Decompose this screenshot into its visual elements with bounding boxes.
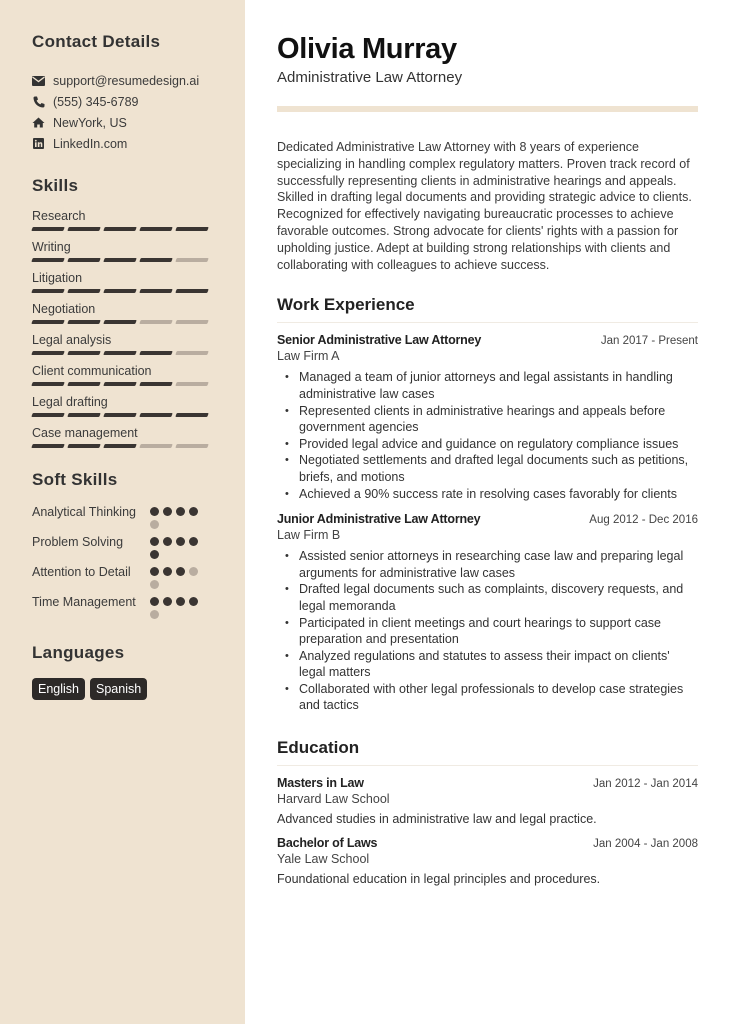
rating-dot: [150, 610, 159, 619]
contact-email-text: support@resumedesign.ai: [53, 73, 200, 88]
skill-item: [32, 394, 245, 417]
job-entry: [277, 512, 698, 714]
skill-segment: [31, 258, 64, 262]
contact-phone-text: (555) 345-6789: [53, 94, 139, 109]
job-title: Junior Administrative Law Attorney: [277, 512, 481, 527]
skill-segment: [103, 289, 136, 293]
rating-dot: [150, 537, 159, 546]
education-description: Advanced studies in administrative law and legal practice.: [277, 812, 597, 827]
skill-segment: [67, 289, 100, 293]
skill-item: [32, 270, 245, 293]
job-bullet: • Participated in client meetings and court hearings to support case preparation and presentation: [299, 615, 698, 648]
skill-segment: [139, 382, 172, 386]
rating-dot: [176, 537, 185, 546]
education-date: Jan 2004 - Jan 2008: [593, 838, 698, 851]
skill-segment: [31, 382, 64, 386]
skill-item: [32, 239, 245, 262]
skill-segment: [103, 227, 136, 231]
soft-skill-item: [32, 594, 245, 619]
skill-segment: [175, 258, 208, 262]
skill-segment: [103, 258, 136, 262]
skill-label: Writing: [32, 240, 71, 254]
sidebar: [0, 0, 245, 1024]
job-bullet: • Represented clients in administrative hearings and appeals before government agencies: [299, 403, 698, 436]
rating-dot: [189, 567, 198, 576]
school: Yale Law School: [277, 852, 370, 867]
job-bullet: • Analyzed regulations and statutes to assess their impact on clients' legal matters: [299, 648, 698, 681]
rating-dot: [189, 507, 198, 516]
skill-segment: [139, 444, 172, 448]
skill-label: Negotiation: [32, 302, 96, 316]
skill-segment: [175, 382, 208, 386]
skill-segment: [67, 444, 100, 448]
contact-location-text: NewYork, US: [53, 115, 127, 130]
job-header: [277, 333, 698, 347]
job-bullet: • Assisted senior attorneys in researching case law and preparing legal arguments for administrative law cases: [299, 548, 698, 581]
rating-dot: [150, 567, 159, 576]
skill-segment: [31, 289, 64, 293]
skill-level-bar: [32, 382, 245, 386]
rating-dot: [150, 520, 159, 529]
skill-label: Legal analysis: [32, 333, 112, 347]
skill-segment: [175, 413, 208, 417]
contact-linkedin[interactable]: [32, 133, 245, 154]
contact-list: [32, 70, 245, 154]
job-bullet: • Drafted legal documents such as complaints, discovery requests, and legal memoranda: [299, 581, 698, 614]
education-entry: [277, 776, 698, 826]
candidate-title: Administrative Law Attorney: [277, 69, 463, 86]
contact-phone[interactable]: [32, 91, 245, 112]
skill-segment: [103, 382, 136, 386]
work-heading: Work Experience: [277, 295, 698, 323]
education-header: [277, 836, 698, 850]
rating-dot: [163, 537, 172, 546]
skill-level-bar: [32, 444, 245, 448]
rating-dot: [189, 537, 198, 546]
skill-segment: [31, 227, 64, 231]
skill-segment: [103, 351, 136, 355]
degree: Bachelor of Laws: [277, 836, 378, 851]
skill-level-bar: [32, 320, 245, 324]
skill-segment: [175, 320, 208, 324]
education-entry: [277, 836, 698, 886]
skill-level-bar: [32, 258, 245, 262]
rating-dot: [176, 597, 185, 606]
skill-segment: [31, 413, 64, 417]
skill-label: Litigation: [32, 271, 83, 285]
job-bullet: • Negotiated settlements and drafted legal documents such as petitions, briefs, and motions: [299, 452, 698, 485]
linkedin-icon: [32, 137, 45, 150]
skill-segment: [175, 444, 208, 448]
contact-linkedin-text: LinkedIn.com: [53, 136, 128, 151]
soft-skill-dots: [150, 504, 210, 529]
degree: Masters in Law: [277, 776, 364, 791]
skill-segment: [139, 289, 172, 293]
education-heading: Education: [277, 738, 698, 766]
envelope-icon: [32, 74, 45, 87]
skill-segment: [67, 351, 100, 355]
job-bullets: [277, 369, 698, 502]
work-list: [277, 333, 698, 714]
skill-segment: [31, 351, 64, 355]
skill-segment: [103, 413, 136, 417]
skill-label: Client communication: [32, 364, 152, 378]
job-bullet: • Collaborated with other legal professionals to develop case strategies and tactics: [299, 681, 698, 714]
job-company: Law Firm A: [277, 349, 340, 364]
skill-segment: [67, 258, 100, 262]
job-date: Aug 2012 - Dec 2016: [589, 514, 698, 527]
job-bullet: • Achieved a 90% success rate in resolving cases favorably for clients: [299, 486, 698, 503]
soft-skills-heading: Soft Skills: [32, 470, 118, 489]
rating-dot: [150, 550, 159, 559]
skill-level-bar: [32, 289, 245, 293]
education-header: [277, 776, 698, 790]
skill-segment: [67, 382, 100, 386]
skill-level-bar: [32, 413, 245, 417]
language-badge: English: [32, 678, 85, 700]
skill-segment: [139, 351, 172, 355]
soft-skill-item: [32, 534, 245, 559]
skill-item: [32, 363, 245, 386]
soft-skill-label: Time Management: [32, 595, 136, 609]
rating-dot: [150, 597, 159, 606]
soft-skill-dots: [150, 564, 210, 589]
rating-dot: [150, 580, 159, 589]
job-date: Jan 2017 - Present: [600, 335, 698, 348]
rating-dot: [176, 507, 185, 516]
skill-segment: [175, 227, 208, 231]
soft-skill-label: Attention to Detail: [32, 565, 131, 579]
soft-skill-label: Problem Solving: [32, 535, 124, 549]
education-list: [277, 776, 698, 886]
skill-segment: [175, 289, 208, 293]
job-bullet: • Provided legal advice and guidance on regulatory compliance issues: [299, 436, 698, 453]
skill-segment: [67, 227, 100, 231]
header-divider: [277, 106, 698, 112]
education-description: Foundational education in legal principles and procedures.: [277, 872, 601, 887]
contact-email[interactable]: [32, 70, 245, 91]
contact-location: [32, 112, 245, 133]
skill-segment: [139, 258, 172, 262]
education-date: Jan 2012 - Jan 2014: [593, 778, 698, 791]
job-bullet: • Managed a team of junior attorneys and legal assistants in handling administrative law cases: [299, 369, 698, 402]
rating-dot: [150, 507, 159, 516]
skill-segment: [67, 413, 100, 417]
candidate-name: Olivia Murray: [277, 33, 457, 65]
main-content: [277, 32, 698, 886]
job-bullets: [277, 548, 698, 714]
rating-dot: [189, 597, 198, 606]
rating-dot: [163, 597, 172, 606]
skill-segment: [31, 320, 64, 324]
job-title: Senior Administrative Law Attorney: [277, 333, 482, 348]
job-company: Law Firm B: [277, 528, 341, 543]
rating-dot: [163, 507, 172, 516]
school: Harvard Law School: [277, 792, 390, 807]
soft-skill-item: [32, 564, 245, 589]
skills-heading: Skills: [32, 176, 79, 195]
soft-skill-dots: [150, 594, 210, 619]
phone-icon: [32, 95, 45, 108]
language-badge: Spanish: [90, 678, 147, 700]
soft-skill-label: Analytical Thinking: [32, 505, 136, 519]
rating-dot: [176, 567, 185, 576]
skill-segment: [139, 320, 172, 324]
skill-item: [32, 425, 245, 448]
skill-level-bar: [32, 227, 245, 231]
rating-dot: [163, 567, 172, 576]
languages-heading: Languages: [32, 643, 125, 662]
skill-segment: [139, 413, 172, 417]
skill-segment: [67, 320, 100, 324]
skill-item: [32, 208, 245, 231]
soft-skill-dots: [150, 534, 210, 559]
job-header: [277, 512, 698, 526]
skill-segment: [175, 351, 208, 355]
skill-segment: [139, 227, 172, 231]
skill-label: Legal drafting: [32, 395, 108, 409]
skill-label: Case management: [32, 426, 138, 440]
skill-item: [32, 301, 245, 324]
languages-list: [32, 678, 245, 700]
contact-heading: Contact Details: [32, 32, 161, 51]
skill-segment: [31, 444, 64, 448]
summary: Dedicated Administrative Law Attorney with 8 years of experience specializing in handling complex regulatory matters. Proven track record of successfully representing clients in administrative hearings and appeals. Skilled in drafting legal documents and providing strategic advice to clients. Recognized for effectively navigating bureaucratic processes to achieve favorable outcomes. Strong advocate for clients' rights with a passion for upholding justice. Adept at building strong relationships with clients and collaborating with colleagues to achieve success.: [277, 140, 692, 272]
soft-skills-list: [32, 504, 245, 619]
home-icon: [32, 116, 45, 129]
skills-list: [32, 208, 245, 448]
skill-item: [32, 332, 245, 355]
soft-skill-item: [32, 504, 245, 529]
skill-label: Research: [32, 209, 86, 223]
skill-segment: [103, 320, 136, 324]
skill-segment: [103, 444, 136, 448]
skill-level-bar: [32, 351, 245, 355]
job-entry: [277, 333, 698, 502]
